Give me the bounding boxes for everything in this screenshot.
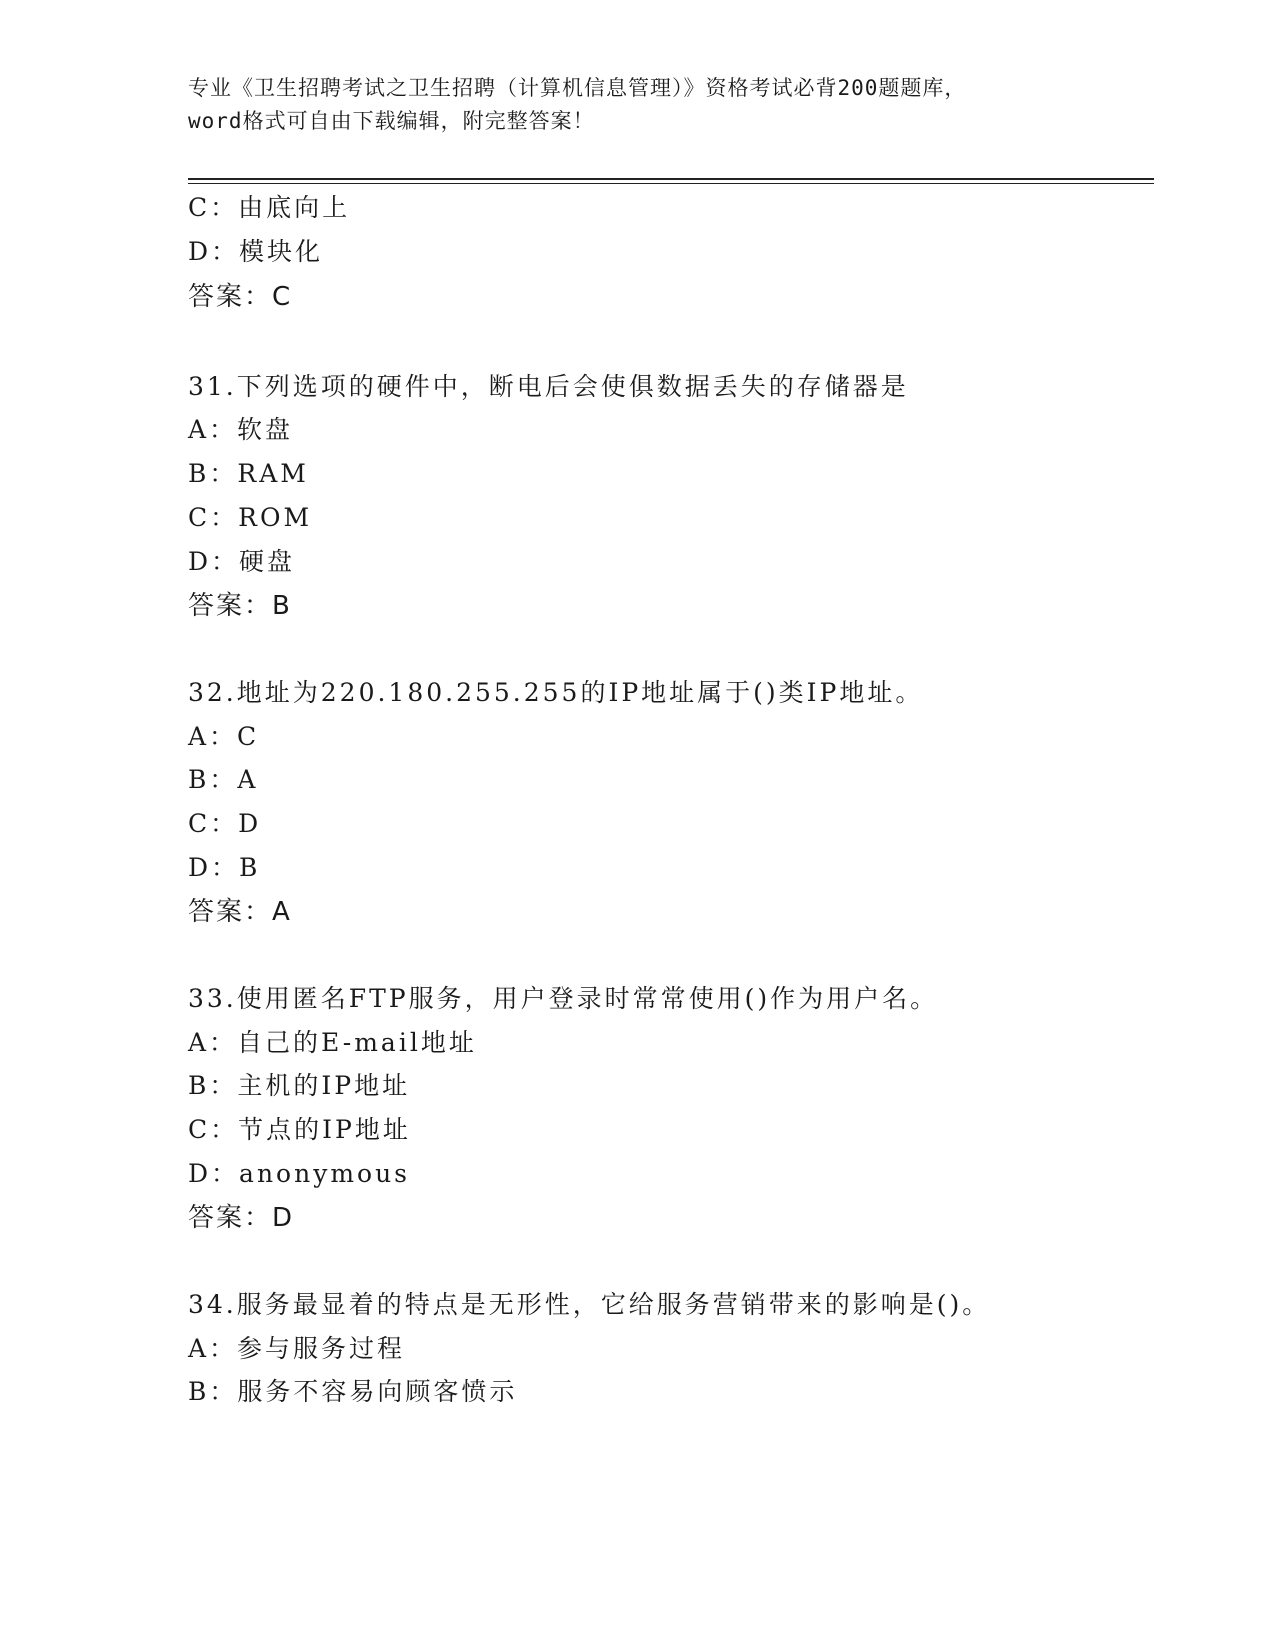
q33-answer: 答案：D	[188, 1203, 295, 1233]
q30-option-d: D：模块化	[188, 237, 324, 266]
q33-question: 33.使用匿名FTP服务，用户登录时常常使用()作为用户名。	[188, 984, 939, 1013]
q32-option-d: D：B	[188, 853, 261, 882]
q31-option-d: D：硬盘	[188, 547, 296, 576]
q31-option-c: C：ROM	[188, 503, 313, 532]
header-divider	[188, 178, 1154, 180]
q32-question: 32.地址为220.180.255.255的IP地址属于()类IP地址。	[188, 678, 924, 707]
q30-answer: 答案：C	[188, 282, 293, 312]
q31-question: 31.下列选项的硬件中，断电后会使俱数据丢失的存储器是	[188, 372, 909, 401]
q34-option-a: A：参与服务过程	[188, 1334, 406, 1363]
q33-option-d: D：anonymous	[188, 1159, 411, 1188]
q31-option-b: B：RAM	[188, 459, 309, 488]
q32-option-b: B：A	[188, 765, 259, 794]
q33-option-b: B：主机的IP地址	[188, 1071, 411, 1100]
header-line-2: word格式可自由下载编辑，附完整答案！	[188, 109, 595, 133]
q31-answer: 答案：B	[188, 591, 292, 621]
document-header	[188, 72, 1088, 138]
q32-option-a: A：C	[188, 722, 260, 751]
q33-option-c: C：节点的IP地址	[188, 1115, 411, 1144]
q34-option-b: B：服务不容易向顾客愤示	[188, 1377, 518, 1406]
q30-option-c: C：由底向上	[188, 193, 351, 222]
q34-question: 34.服务最显着的特点是无形性，它给服务营销带来的影响是()。	[188, 1290, 991, 1319]
header-divider-thin	[188, 183, 1154, 184]
q31-option-a: A：软盘	[188, 415, 294, 444]
q33-option-a: A：自己的E-mail地址	[188, 1028, 477, 1057]
q32-option-c: C：D	[188, 809, 262, 838]
header-line-1: 专业《卫生招聘考试之卫生招聘（计算机信息管理）》资格考试必背200题题库，	[188, 76, 967, 100]
q32-answer: 答案：A	[188, 897, 292, 927]
